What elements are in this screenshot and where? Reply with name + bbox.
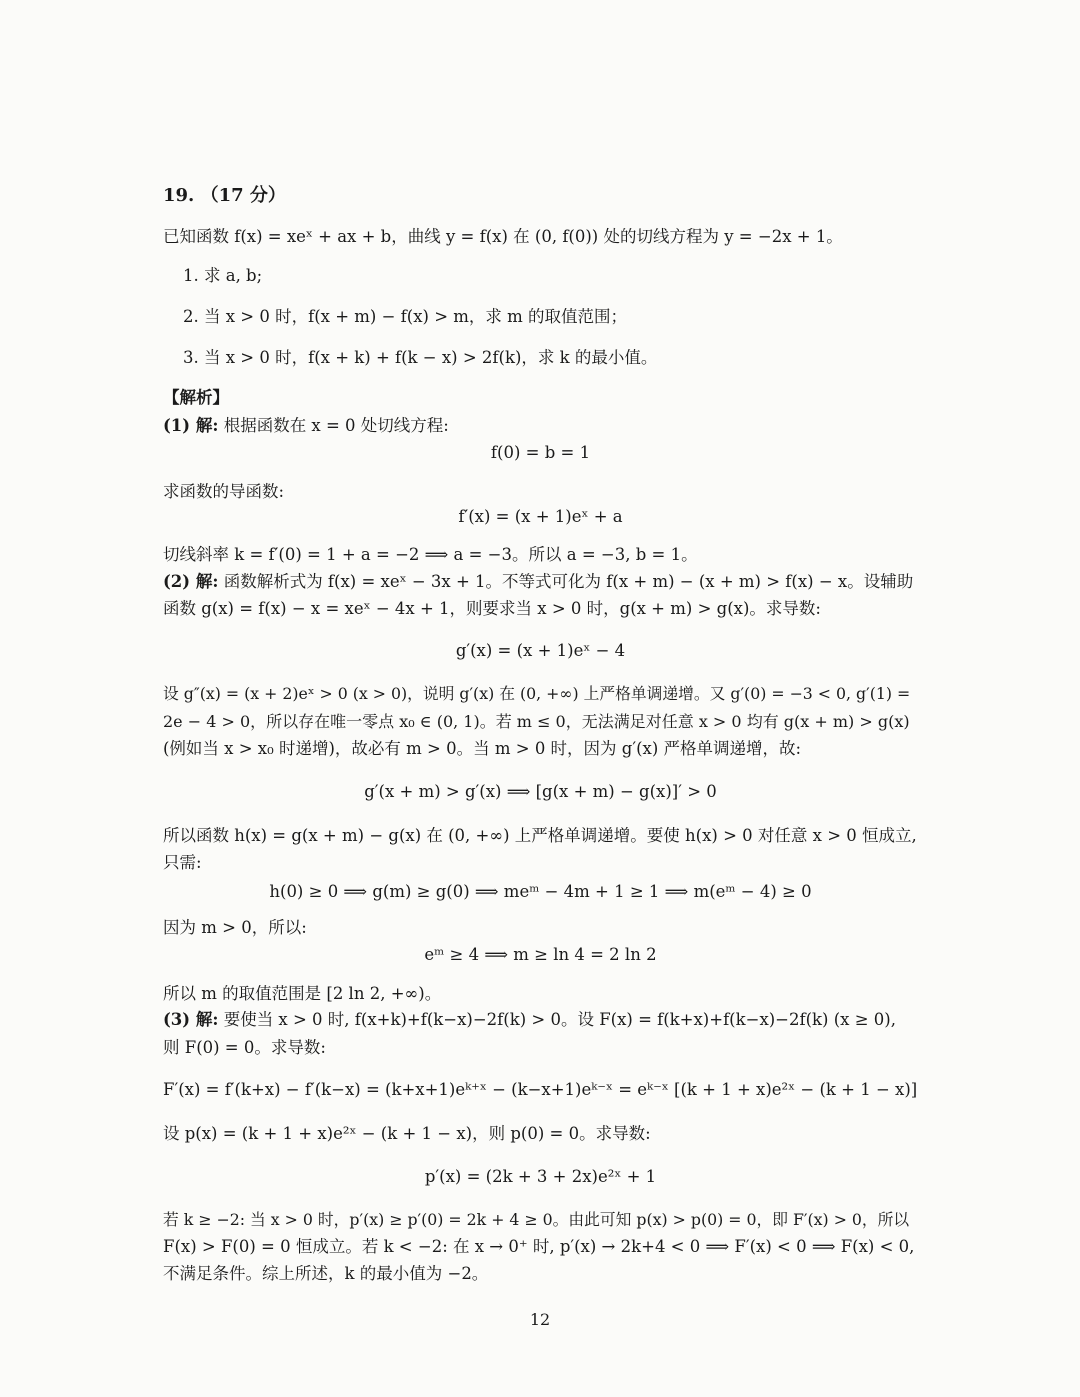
part3-eq2: p′(x) = (2k + 3 + 2x)e²ˣ + 1 <box>424 1167 657 1186</box>
problem-statement: 已知函数 f(x) = xeˣ + ax + b，曲线 y = f(x) 在 (0, f(0)) 处的切线方程为 y = −2x + 1。 <box>163 227 843 246</box>
part1-text2: 求函数的导函数: <box>163 482 285 501</box>
part2-line3: 设 g″(x) = (x + 2)eˣ > 0 (x > 0)，说明 g′(x) 在 (0, +∞) 上严格单调递增。又 g′(0) = −3 < 0, g′(1) = <box>163 684 911 703</box>
part2-eq1: g′(x) = (x + 1)eˣ − 4 <box>455 641 626 660</box>
solution-header: 【解析】 <box>163 388 229 407</box>
part2-text1: 函数解析式为 f(x) = xeˣ − 3x + 1。不等式可化为 f(x + m) − (x + m) > f(x) − x。设辅助 <box>223 572 914 591</box>
part2-eq4: eᵐ ≥ 4 ⟹ m ≥ ln 4 = 2 ln 2 <box>424 945 657 964</box>
part2-line4: 2e − 4 > 0，所以存在唯一零点 x₀ ∈ (0, 1)。若 m ≤ 0，无法满足对任意 x > 0 均有 g(x + m) > g(x) <box>163 712 910 731</box>
part3-line2: 则 F(0) = 0。求导数: <box>163 1038 326 1057</box>
part2-line5: (例如当 x > x₀ 时递增)，故必有 m > 0。当 m > 0 时，因为 g′(x) 严格单调递增，故: <box>163 739 802 758</box>
question-3: 3. 当 x > 0 时，f(x + k) + f(k − x) > 2f(k)，求 k 的最小值。 <box>183 348 658 367</box>
part3-line4: 若 k ≥ −2: 当 x > 0 时，p′(x) ≥ p′(0) = 2k + 4 ≥ 0。由此可知 p(x) > p(0) = 0，即 F′(x) > 0，所以 <box>163 1210 910 1229</box>
part1-intro-line <box>163 414 918 438</box>
part2-eq3: h(0) ≥ 0 ⟹ g(m) ≥ g(0) ⟹ meᵐ − 4m + 1 ≥ 1 ⟹ m(eᵐ − 4) ≥ 0 <box>269 882 812 901</box>
part2-line7: 只需: <box>163 853 202 872</box>
part1-text3: 切线斜率 k = f′(0) = 1 + a = −2 ⟹ a = −3。所以 a = −3, b = 1。 <box>163 545 698 564</box>
question-2: 2. 当 x > 0 时，f(x + m) − f(x) > m，求 m 的取值范围； <box>183 307 628 326</box>
question-1: 1. 求 a, b; <box>183 266 263 285</box>
part2-line6: 所以函数 h(x) = g(x + m) − g(x) 在 (0, +∞) 上严格单调递增。要使 h(x) > 0 对任意 x > 0 恒成立, <box>163 826 917 845</box>
part2-line2: 函数 g(x) = f(x) − x = xeˣ − 4x + 1，则要求当 x > 0 时，g(x + m) > g(x)。求导数: <box>163 599 821 618</box>
part2-eq2: g′(x + m) > g′(x) ⟹ [g(x + m) − g(x)]′ > 0 <box>364 782 717 801</box>
part3-line3: 设 p(x) = (k + 1 + x)e²ˣ − (k + 1 − x)，则 p(0) = 0。求导数: <box>163 1124 651 1143</box>
part2-label: (2) 解: <box>163 572 219 591</box>
part2-line9: 所以 m 的取值范围是 [2 ln 2, +∞)。 <box>163 984 442 1003</box>
part2-line1 <box>163 570 918 594</box>
part3-line1 <box>163 1008 918 1032</box>
part3-line5: F(x) > F(0) = 0 恒成立。若 k < −2: 在 x → 0⁺ 时, p′(x) → 2k+4 < 0 ⟹ F′(x) < 0 ⟹ F(x) < 0, <box>163 1237 915 1256</box>
part1-eq1: f(0) = b = 1 <box>490 443 591 462</box>
part3-line6: 不满足条件。综上所述，k 的最小值为 −2。 <box>163 1264 489 1283</box>
problem-title: 19. （17 分） <box>163 185 286 206</box>
part3-text1: 要使当 x > 0 时, f(x+k)+f(k−x)−2f(k) > 0。设 F(x) = f(k+x)+f(k−x)−2f(k) (x ≥ 0), <box>223 1010 896 1029</box>
part3-label: (3) 解: <box>163 1010 219 1029</box>
part1-label: (1) 解: <box>163 416 219 435</box>
part3-eq1: F′(x) = f′(k+x) − f′(k−x) = (k+x+1)eᵏ⁺ˣ − (k−x+1)eᵏ⁻ˣ = eᵏ⁻ˣ [(k + 1 + x)e²ˣ − (k + 1 − x)] <box>163 1080 918 1099</box>
page-number: 12 <box>529 1310 551 1329</box>
part1-eq2: f′(x) = (x + 1)eˣ + a <box>458 507 623 526</box>
part1-intro: 根据函数在 x = 0 处切线方程: <box>223 416 449 435</box>
part2-line8: 因为 m > 0，所以: <box>163 918 307 937</box>
